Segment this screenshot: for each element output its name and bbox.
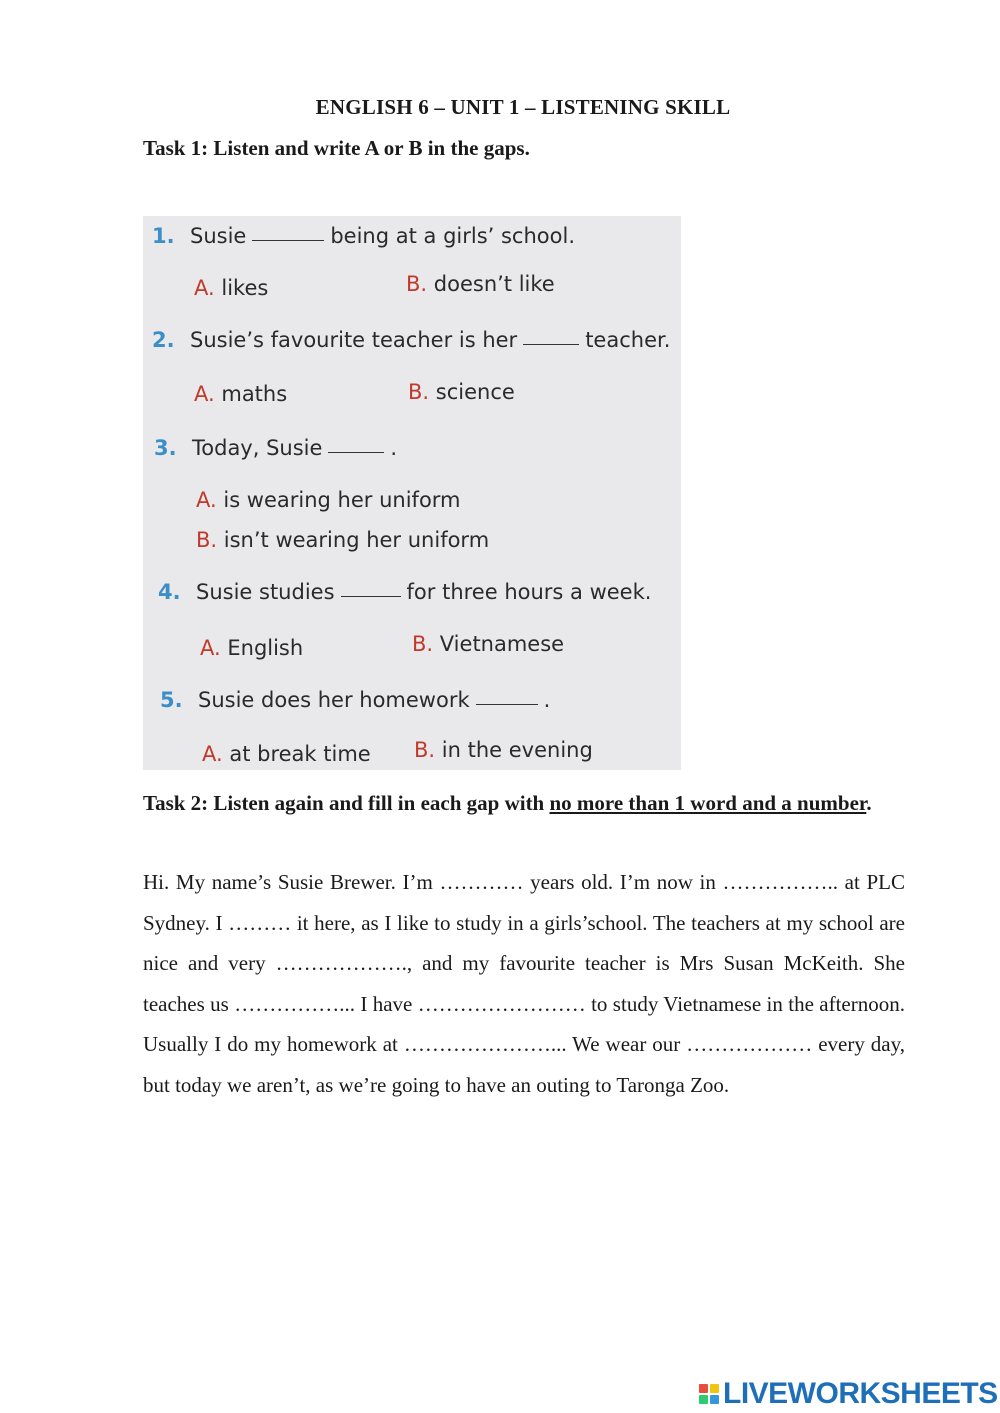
option-text: science	[435, 380, 515, 404]
option-letter: B.	[196, 528, 218, 552]
question-number: 5.	[160, 688, 183, 712]
option-a	[202, 742, 371, 766]
option-a	[196, 488, 461, 512]
question-number: 1.	[152, 224, 175, 248]
option-letter: A.	[196, 488, 217, 512]
option-text: Vietnamese	[439, 632, 565, 656]
question-text: for three hours a week.	[406, 580, 652, 604]
question-1	[152, 224, 575, 248]
question-3	[154, 436, 397, 460]
task2-heading-end: .	[866, 791, 872, 815]
question-text: Susie studies	[196, 580, 335, 604]
option-b	[408, 380, 515, 404]
option-text: English	[227, 636, 304, 660]
answer-gap	[252, 239, 324, 241]
page-title: ENGLISH 6 – UNIT 1 – LISTENING SKILL	[315, 95, 731, 119]
option-a	[194, 276, 268, 300]
option-text: maths	[221, 382, 288, 406]
option-letter: A.	[202, 742, 223, 766]
question-2	[152, 328, 670, 352]
option-letter: B.	[408, 380, 430, 404]
liveworksheets-logo	[699, 1378, 998, 1410]
option-a	[194, 382, 287, 406]
option-b	[412, 632, 564, 656]
task2-paragraph: Hi. My name’s Susie Brewer. I’m ………… years old. I’m now in …………….. at PLC Sydney. I ……… it here, as I like to study in a girls’school. The teachers at my school are nice and very ………………., and my favourite teacher is Mrs Susan McKeith. She teaches us ……………... I have …………………… to study Vietnamese in the afternoon. Usually I do my homework at …………………... We wear our ……………… every day, but today we aren’t, as we’re going to have an outing to Taronga Zoo.	[143, 870, 905, 1097]
question-text: .	[543, 688, 551, 712]
option-text: likes	[221, 276, 269, 300]
question-text: Susie’s favourite teacher is her	[190, 328, 518, 352]
answer-gap	[341, 595, 401, 597]
question-4	[158, 580, 651, 604]
option-text: at break time	[229, 742, 371, 766]
option-letter: B.	[412, 632, 434, 656]
question-text: .	[390, 436, 398, 460]
answer-gap	[476, 703, 538, 705]
question-number: 4.	[158, 580, 181, 604]
task1-heading: Task 1: Listen and write A or B in the gaps.	[143, 136, 530, 160]
option-text: doesn’t like	[433, 272, 555, 296]
question-text: Susie does her homework	[198, 688, 470, 712]
option-letter: B.	[414, 738, 436, 762]
option-b	[196, 528, 489, 552]
option-text: in the evening	[441, 738, 593, 762]
question-text: being at a girls’ school.	[330, 224, 575, 248]
question-text: teacher.	[585, 328, 671, 352]
option-b	[406, 272, 555, 296]
question-text: Today, Susie	[192, 436, 323, 460]
option-text: is wearing her uniform	[223, 488, 461, 512]
question-text: Susie	[190, 224, 247, 248]
liveworksheets-logo-icon	[699, 1384, 719, 1404]
option-letter: A.	[194, 382, 215, 406]
task2-heading	[143, 783, 903, 823]
option-a	[200, 636, 303, 660]
brand-name: LIVEWORKSHEETS	[723, 1377, 998, 1410]
question-number: 3.	[154, 436, 177, 460]
task1-questions-image	[143, 216, 681, 770]
option-letter: A.	[194, 276, 215, 300]
task2-heading-text: Task 2: Listen again and fill in each gap with	[143, 791, 550, 815]
option-text: isn’t wearing her uniform	[223, 528, 490, 552]
option-letter: B.	[406, 272, 428, 296]
option-b	[414, 738, 593, 762]
question-5	[160, 688, 550, 712]
question-number: 2.	[152, 328, 175, 352]
option-letter: A.	[200, 636, 221, 660]
answer-gap	[523, 343, 579, 345]
task2-heading-emphasis: no more than 1 word and a number	[549, 791, 867, 815]
answer-gap	[328, 451, 384, 453]
